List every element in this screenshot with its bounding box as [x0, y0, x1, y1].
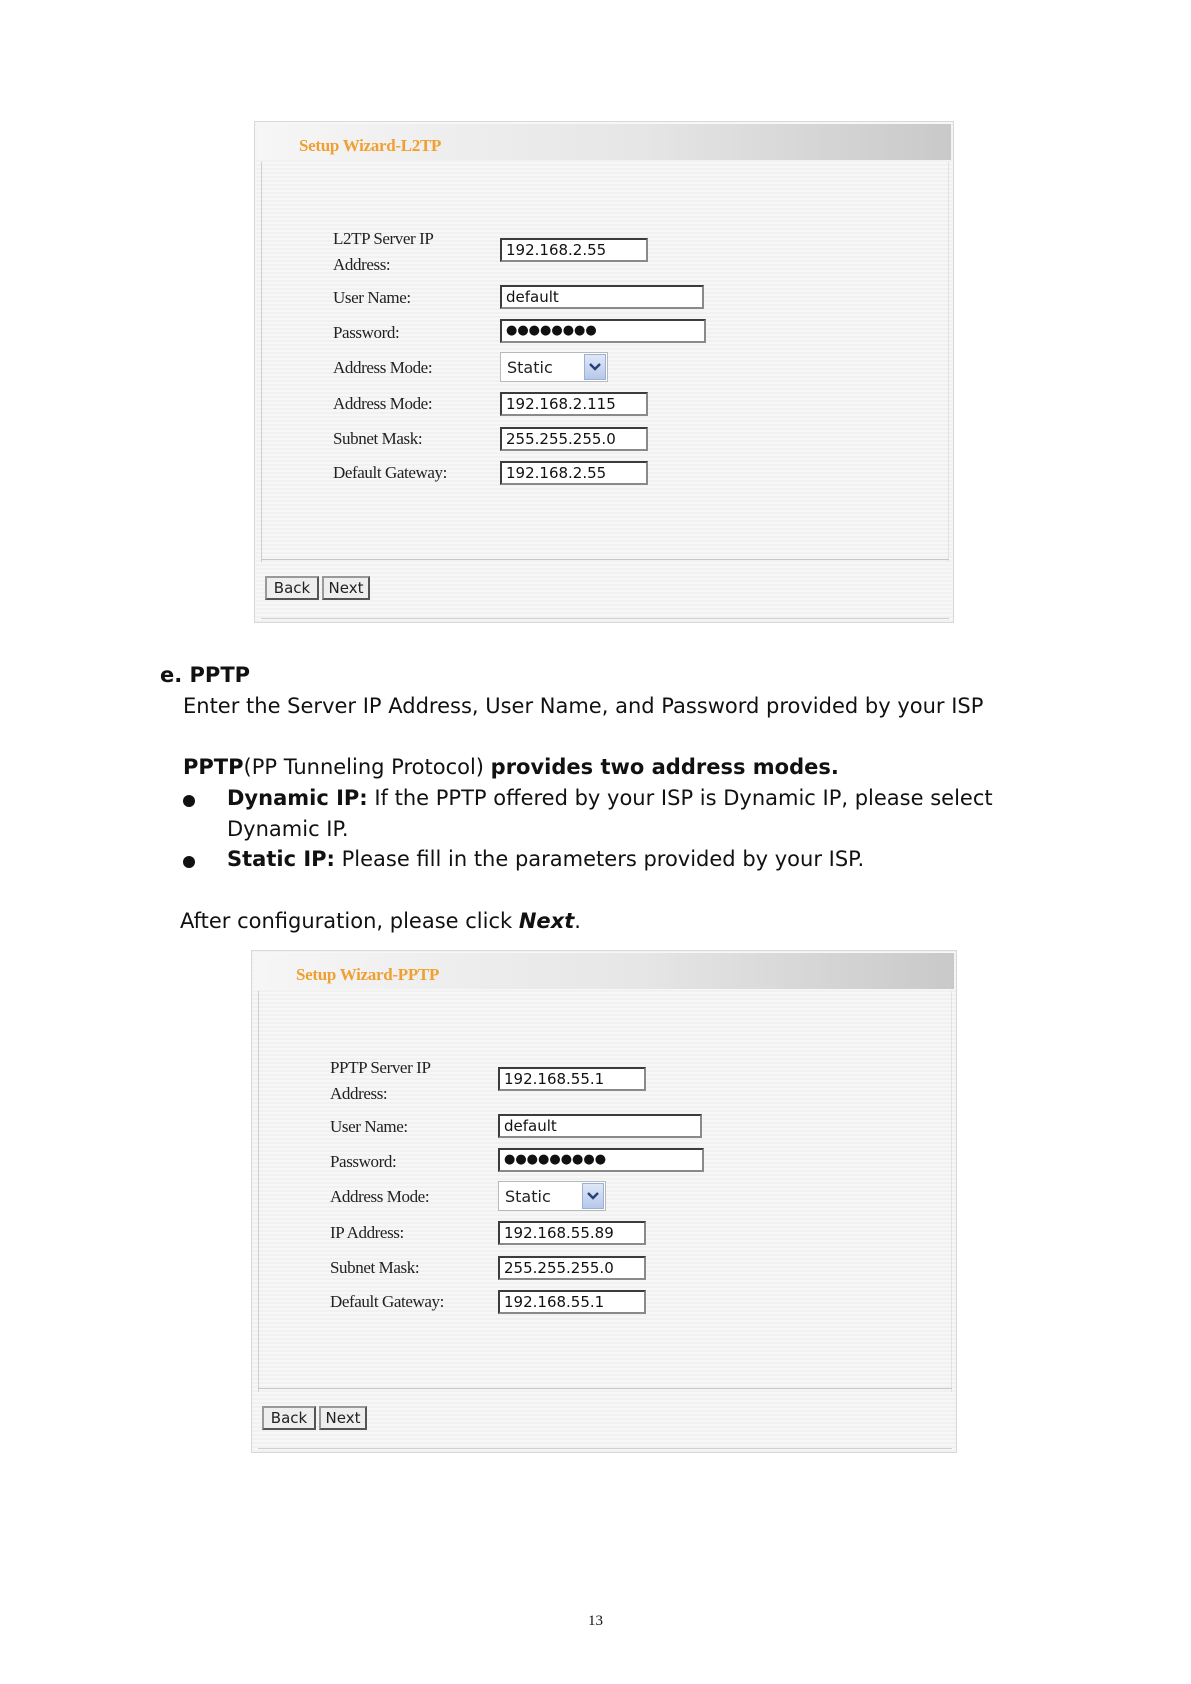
l2tp-server-label-line2: Address: [333, 255, 391, 274]
l2tp-subnet-label: Subnet Mask: [333, 429, 423, 448]
l2tp-server-ip-input[interactable]: 192.168.2.55 [500, 238, 648, 262]
pptp-wizard-screenshot [251, 950, 957, 1453]
bullet2-bold: Static IP: [227, 847, 335, 871]
bullet-dot-2 [183, 856, 195, 868]
pptp-address-mode-label: Address Mode: [330, 1187, 430, 1206]
l2tp-next-button[interactable]: Next [322, 576, 370, 600]
pptp-footer-divider [258, 1388, 952, 1389]
l2tp-address-mode-label: Address Mode: [333, 358, 433, 377]
l2tp-password-label: Password: [333, 323, 400, 342]
l2tp-gateway-label: Default Gateway: [333, 463, 447, 482]
after-config-line [180, 909, 581, 933]
pptp-server-ip-input[interactable]: 192.168.55.1 [498, 1067, 646, 1091]
bullet1-text2: Dynamic IP. [227, 817, 349, 841]
l2tp-back-button[interactable]: Back [265, 576, 319, 600]
pptp-next-button[interactable]: Next [319, 1406, 367, 1430]
modes-bold-pptp: PPTP [183, 755, 244, 779]
after-text: After configuration, please click [180, 909, 519, 933]
section-intro [183, 694, 983, 718]
section-heading: e. PPTP [160, 663, 251, 687]
page-number: 13 [588, 1613, 603, 1629]
l2tp-footer-divider [261, 559, 949, 560]
bullet-dynamic-ip-continued [227, 817, 349, 841]
l2tp-server-label-line1: L2TP Server IP [333, 229, 434, 248]
bullet-dot-1 [183, 795, 195, 807]
pptp-wizard-header [254, 953, 954, 989]
bullet2-text: Please fill in the parameters provided by your ISP. [334, 847, 865, 871]
pptp-server-label-line1: PPTP Server IP [330, 1058, 431, 1077]
pptp-username-label: User Name: [330, 1117, 408, 1136]
pptp-subnet-input[interactable]: 255.255.255.0 [498, 1256, 646, 1280]
pptp-ip-label: IP Address: [330, 1223, 404, 1242]
l2tp-bottom-border [261, 618, 949, 619]
pptp-wizard-title: Setup Wizard-PPTP [296, 965, 440, 984]
l2tp-ip-input[interactable]: 192.168.2.115 [500, 392, 648, 416]
l2tp-wizard-screenshot [254, 121, 954, 623]
l2tp-username-label: User Name: [333, 288, 411, 307]
pptp-address-mode-select[interactable] [498, 1181, 606, 1211]
pptp-gateway-label: Default Gateway: [330, 1292, 444, 1311]
pptp-gateway-input[interactable]: 192.168.55.1 [498, 1290, 646, 1314]
l2tp-wizard-header [257, 124, 951, 160]
pptp-password-input[interactable]: ●●●●●●●●● [498, 1148, 704, 1172]
bullet1-text: If the PPTP offered by your ISP is Dynamic IP, please select [367, 786, 993, 810]
modes-normal-text: (PP Tunneling Protocol) [243, 755, 491, 779]
chevron-down-icon[interactable] [584, 354, 606, 380]
pptp-subnet-label: Subnet Mask: [330, 1258, 420, 1277]
pptp-back-button[interactable]: Back [262, 1406, 316, 1430]
pptp-bottom-border [258, 1448, 952, 1449]
pptp-server-label-line2: Address: [330, 1084, 388, 1103]
modes-bold-text: provides two address modes. [490, 755, 839, 779]
pptp-ip-input[interactable]: 192.168.55.89 [498, 1221, 646, 1245]
l2tp-address-mode-value: Static [507, 358, 553, 377]
after-emph-next: Next [518, 909, 575, 933]
section-intro-text: Enter the Server IP Address, User Name, and Password provided by your ISP [183, 694, 984, 718]
l2tp-address-mode-select[interactable] [500, 352, 608, 382]
pptp-password-label: Password: [330, 1152, 397, 1171]
modes-line [183, 755, 839, 779]
bullet-static-ip [227, 847, 864, 871]
l2tp-wizard-title: Setup Wizard-L2TP [299, 136, 442, 155]
chevron-down-icon[interactable] [582, 1183, 604, 1209]
l2tp-username-input[interactable]: default [500, 285, 704, 309]
pptp-username-input[interactable]: default [498, 1114, 702, 1138]
l2tp-gateway-input[interactable]: 192.168.2.55 [500, 461, 648, 485]
pptp-address-mode-value: Static [505, 1187, 551, 1206]
l2tp-subnet-input[interactable]: 255.255.255.0 [500, 427, 648, 451]
l2tp-ip-label: Address Mode: [333, 394, 433, 413]
bullet-dynamic-ip [227, 786, 993, 810]
l2tp-password-input[interactable]: ●●●●●●●● [500, 319, 706, 343]
after-end: . [574, 909, 581, 933]
bullet1-bold: Dynamic IP: [227, 786, 368, 810]
